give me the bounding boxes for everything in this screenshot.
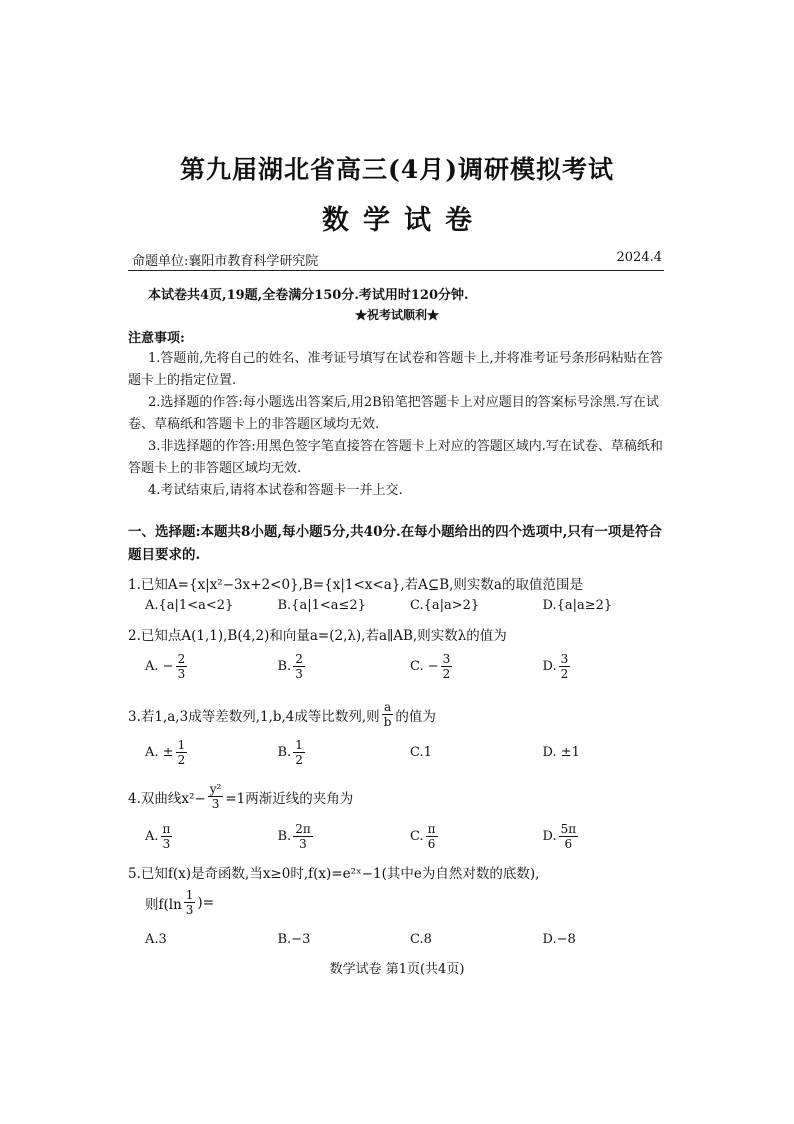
q4-option-b: B. $\frac{2\pi}{3}$ — [277, 822, 311, 851]
q4-option-c: C. $\frac{\pi}{6}$ — [410, 822, 436, 851]
question-2-options — [145, 652, 675, 681]
exam-intro: 本试卷共4页,19题,全卷满分150分.考试用时120分钟. — [148, 288, 469, 303]
section-heading — [128, 521, 668, 567]
exam-date: 2024.4 — [616, 250, 662, 265]
q2-option-d: D. $\frac{3}{2}$ — [542, 652, 569, 681]
q2-option-b: B. $\frac{2}{3}$ — [277, 652, 303, 681]
q1-option-c: C.{a|a>2} — [410, 598, 480, 613]
section-1-text: 一、选择题:本题共8小题,每小题5分,共40分.在每小题给出的四个选项中,只有一项是符合题目要求的. — [128, 524, 662, 563]
q2-option-c: C. − $\frac{3}{2}$ — [410, 652, 451, 681]
question-1-stem: 1.已知A={x|x²−3x+2<0},B={x|1<x<a},若A⊆B,则实数a的取值范围是 — [128, 577, 583, 593]
q3-option-a: A. ± $\frac{1}{2}$ — [145, 738, 186, 767]
q5-option-b: B.−3 — [277, 932, 311, 947]
good-luck-line: ★祝考试顺利★ — [354, 308, 439, 322]
q1-option-d: D.{a|a≥2} — [542, 598, 613, 613]
question-4-options — [145, 822, 675, 851]
notice-item-4: 4.考试结束后,请将本试卷和答题卡一并上交. — [148, 483, 403, 498]
q1-option-a: A.{a|1<a<2} — [145, 598, 234, 613]
author-line — [132, 250, 662, 269]
q5-option-d: D.−8 — [542, 932, 576, 947]
q2-option-a: A. − $\frac{2}{3}$ — [145, 652, 186, 681]
notice-item-2: 2.选择题的作答:每小题选出答案后,用2B铅笔把答题卡上对应题目的答案标号涂黑.写在试卷、草稿纸和答题卡上的非答题区域均无效. — [128, 395, 659, 432]
page-footer: 数学试卷 第1页(共4页) — [329, 962, 465, 977]
question-5-options — [145, 932, 675, 947]
question-3-options — [145, 738, 675, 767]
header-divider — [128, 270, 664, 271]
q3-option-b: B. $\frac{1}{2}$ — [277, 738, 303, 767]
q4-option-d: D. $\frac{5\pi}{6}$ — [542, 822, 577, 851]
q4-option-a: A. $\frac{\pi}{3}$ — [145, 822, 171, 851]
question-5-stem-2: 则f(ln $\frac{1}{3}$ )= — [145, 888, 215, 917]
notice-item-3: 3.非选择题的作答:用黑色签字笔直接答在答题卡上对应的答题区域内.写在试卷、草稿纸和答题卡上的非答题区域均无效. — [128, 439, 663, 476]
q3-option-c: C. 1 — [410, 745, 432, 760]
page-subtitle: 数学试卷 — [322, 205, 486, 236]
question-1-options — [145, 598, 675, 613]
question-4-stem: 4.双曲线x²− $\frac{\text{y²}}{3}$ =1两渐近线的夹角为 — [128, 782, 354, 811]
q5-option-c: C.8 — [410, 932, 432, 947]
notice-item-1: 1.答题前,先将自己的姓名、准考证号填写在试卷和答题卡上,并将准考证号条形码粘贴在答题卡上的指定位置. — [128, 351, 663, 388]
question-5-stem: 5.已知f(x)是奇函数,当x≥0时,f(x)=e²ˣ−1(其中e为自然对数的底数), — [128, 866, 540, 882]
notice-heading: 注意事项: — [128, 331, 185, 346]
q5-option-a: A.3 — [145, 932, 167, 947]
q1-option-b: B.{a|1<a≤2} — [277, 598, 366, 613]
question-3-stem: 3.若1,a,3成等差数列,1,b,4成等比数列,则 $\frac{a}{b}$ 的值为 — [128, 700, 436, 729]
q3-option-d: D. ±1 — [542, 745, 580, 760]
page-title: 第九届湖北省高三(4月)调研模拟考试 — [179, 155, 615, 184]
author-unit: 命题单位:襄阳市教育科学研究院 — [132, 254, 319, 269]
question-2-stem: 2.已知点A(1,1),B(4,2)和向量a=(2,λ),若a∥AB,则实数λ的值为 — [128, 628, 507, 644]
